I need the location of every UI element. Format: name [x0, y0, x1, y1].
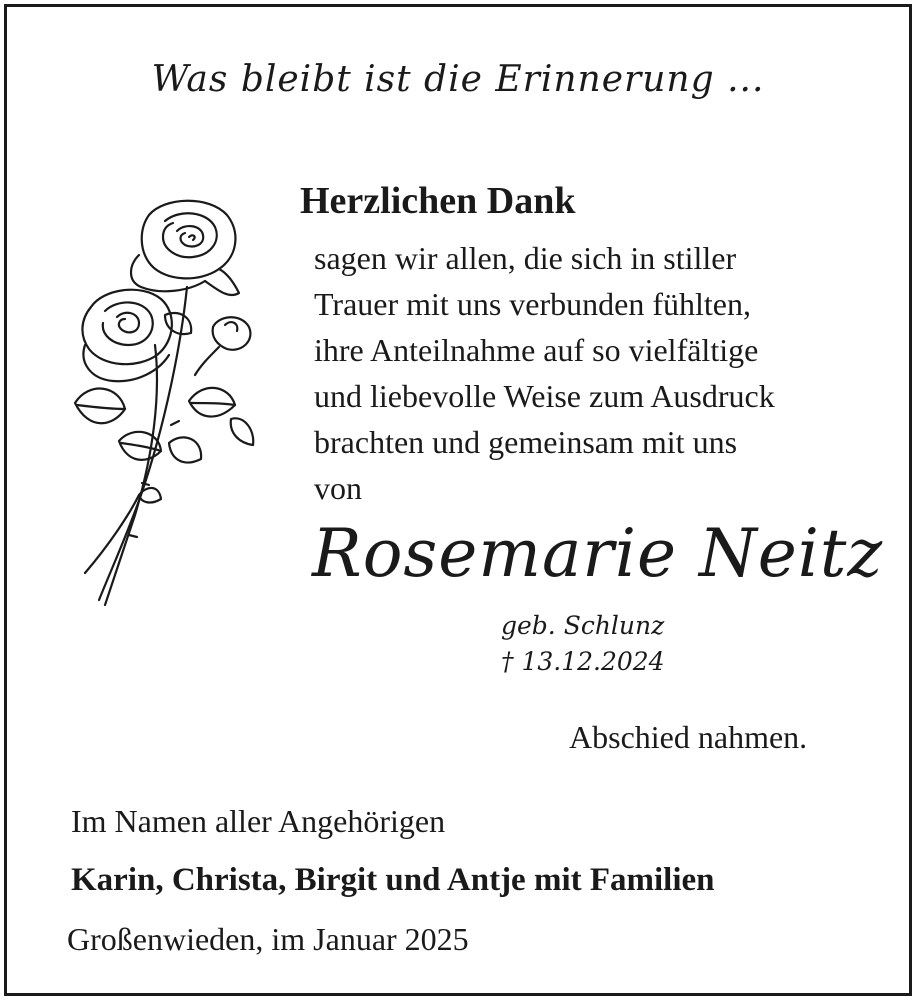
maiden-name: geb. Schlunz: [501, 611, 665, 640]
message-line: sagen wir allen, die sich in stiller: [314, 240, 737, 276]
motto: Was bleibt ist die Erinnerung ...: [151, 59, 765, 100]
thanks-message: [314, 235, 775, 511]
closing-line: Abschied nahmen.: [569, 719, 808, 755]
obituary-card: [4, 4, 912, 996]
thanks-heading: Herzlichen Dank: [300, 180, 576, 222]
message-line: und liebevolle Weise zum Ausdruck: [314, 378, 775, 414]
message-line: brachten und gemeinsam mit uns: [314, 424, 738, 460]
rose-illustration: [69, 195, 259, 610]
message-line: von: [314, 470, 362, 506]
message-line: ihre Anteilnahme auf so vielfältige: [314, 332, 759, 368]
death-date: † 13.12.2024: [501, 647, 665, 676]
message-line: Trauer mit uns verbunden fühlten,: [314, 286, 751, 322]
deceased-name: Rosemarie Neitz: [312, 515, 884, 592]
place-date: Großenwieden, im Januar 2025: [67, 921, 469, 957]
family-names: Karin, Christa, Birgit und Antje mit Familien: [71, 862, 715, 898]
on-behalf-line: Im Namen aller Angehörigen: [71, 803, 446, 839]
